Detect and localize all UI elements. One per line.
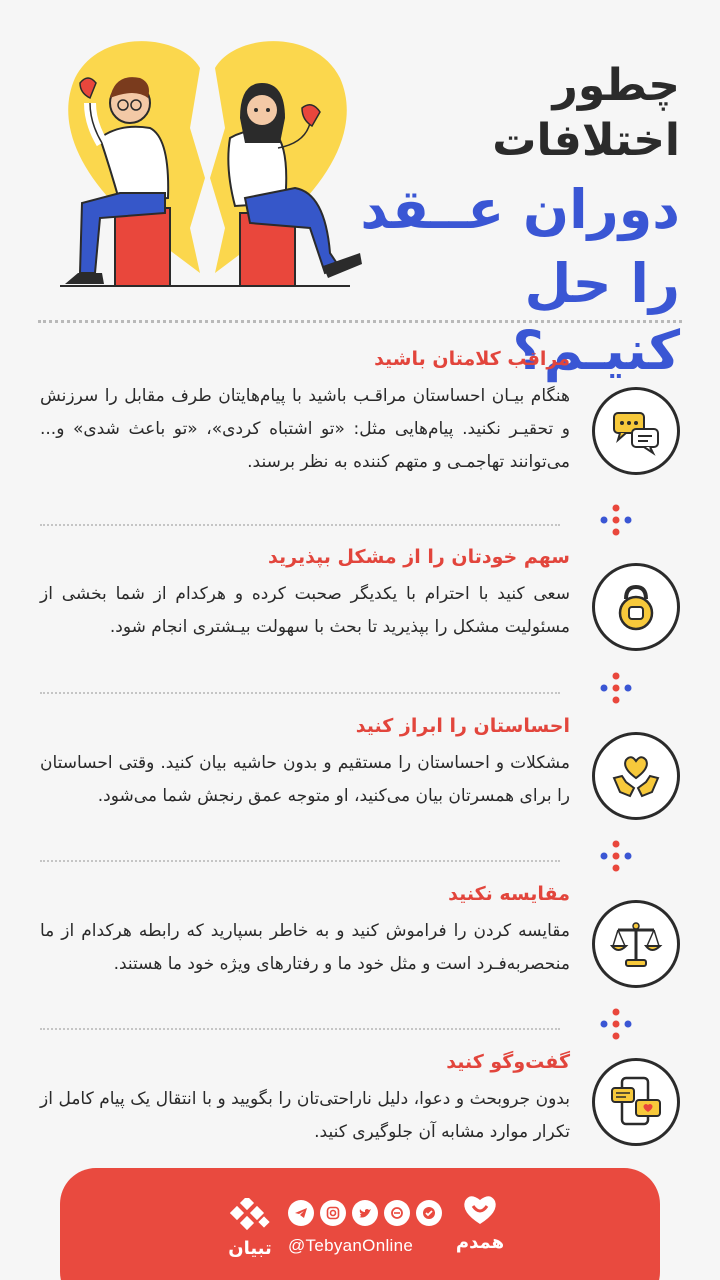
- social-handle[interactable]: @TebyanOnline: [288, 1236, 414, 1255]
- diamond-separator-icon: [596, 836, 636, 876]
- title-line-3: را حل کنیـم؟: [512, 251, 680, 382]
- tebyan-logo[interactable]: [220, 1198, 280, 1259]
- diamond-separator-icon: [596, 500, 636, 540]
- section-text: [40, 345, 570, 479]
- check-icon[interactable]: [416, 1200, 442, 1226]
- icon-badge: [592, 900, 680, 988]
- section-accept-share: [40, 543, 680, 683]
- section-body: مقایسه کردن را فراموش کنید و به خاطر بسپارید که رابطه هرکدام از ما منحصربه‌فـرد است و مثل خود ما و رفتارهای ویژه خود ما هستند.: [40, 920, 570, 974]
- section-heading: گفت‌وگو کنید: [446, 1051, 570, 1073]
- divider: [40, 524, 560, 526]
- section-heading: مقایسه نکنید: [448, 883, 570, 905]
- icon-badge: [592, 1058, 680, 1146]
- divider: [40, 860, 560, 862]
- icon-badge: [592, 563, 680, 651]
- divider: [40, 1028, 560, 1030]
- title-line-1: چطور اختلافات: [492, 60, 680, 166]
- icon-badge: [592, 387, 680, 475]
- page-title: [350, 58, 680, 385]
- section-express-feelings: [40, 712, 680, 852]
- section-text: [40, 880, 570, 981]
- telegram-icon[interactable]: [288, 1200, 314, 1226]
- hamdam-logo[interactable]: [450, 1192, 510, 1253]
- eitaa-icon[interactable]: [384, 1200, 410, 1226]
- tebyan-logo-icon: [230, 1198, 270, 1232]
- kettlebell-icon: [608, 579, 664, 635]
- hamdam-label: همدم: [455, 1232, 505, 1253]
- section-body: هنگام بیـان احساستان مراقـب باشید با پیام‌هایتان طرف مقابل را سرزنش و تحقیـر نکنید. پیام‌هایی مثل: «تو اشتباه کردی»، «تو باعث شدی» و... می‌توانند تهاجمـی و متهم کننده به نظر برسند.: [40, 385, 570, 472]
- hamdam-heart-icon: [459, 1192, 501, 1228]
- social-links: [288, 1200, 442, 1226]
- section-text: [40, 543, 570, 644]
- icon-badge: [592, 732, 680, 820]
- tebyan-label: تبیان: [228, 1238, 272, 1259]
- section-text: [40, 1048, 570, 1149]
- section-heading: سهم خودتان را از مشکل بپذیرید: [268, 546, 570, 568]
- section-heading: احساستان را ابراز کنید: [355, 715, 570, 737]
- section-heading: مراقب کلامتان باشید: [374, 348, 570, 370]
- chat-bubbles-icon: [608, 403, 664, 459]
- section-text: [40, 712, 570, 813]
- twitter-icon[interactable]: [352, 1200, 378, 1226]
- section-body: بدون جروبحث و دعوا، دلیل ناراحتی‌تان را بگویید و با انتقال یک پیام کامل از تکرار موارد مشابه آن جلوگیری کنید.: [40, 1088, 570, 1142]
- section-talk: [40, 1048, 680, 1158]
- diamond-separator-icon: [596, 1004, 636, 1044]
- phone-chat-icon: [608, 1074, 664, 1130]
- couple-illustration: [40, 28, 370, 298]
- footer-bar: [60, 1168, 660, 1280]
- section-body: مشکلات و احساستان را مستقیم و بدون حاشیه بیان کنید. وقتی احساستان را برای همسرتان بیان می‌کنید، او متوجه عمق رنجش شما می‌شود.: [40, 752, 570, 806]
- diamond-separator-icon: [596, 668, 636, 708]
- heart-hands-icon: [608, 748, 664, 804]
- section-no-comparison: [40, 880, 680, 1020]
- divider: [38, 320, 682, 323]
- section-body: سعی کنید با احترام با یکدیگر صحبت کرده و هرکدام از شما بخشی از مسئولیت مشکل را بپذیرید تا بحث با سهولت بیـشتری انجام شود.: [40, 583, 570, 637]
- footer-content: [60, 1188, 660, 1258]
- title-line-2: دوران عــقد: [360, 178, 680, 241]
- divider: [40, 692, 560, 694]
- instagram-icon[interactable]: [320, 1200, 346, 1226]
- section-watch-words: [40, 345, 680, 510]
- balance-scale-icon: [608, 916, 664, 972]
